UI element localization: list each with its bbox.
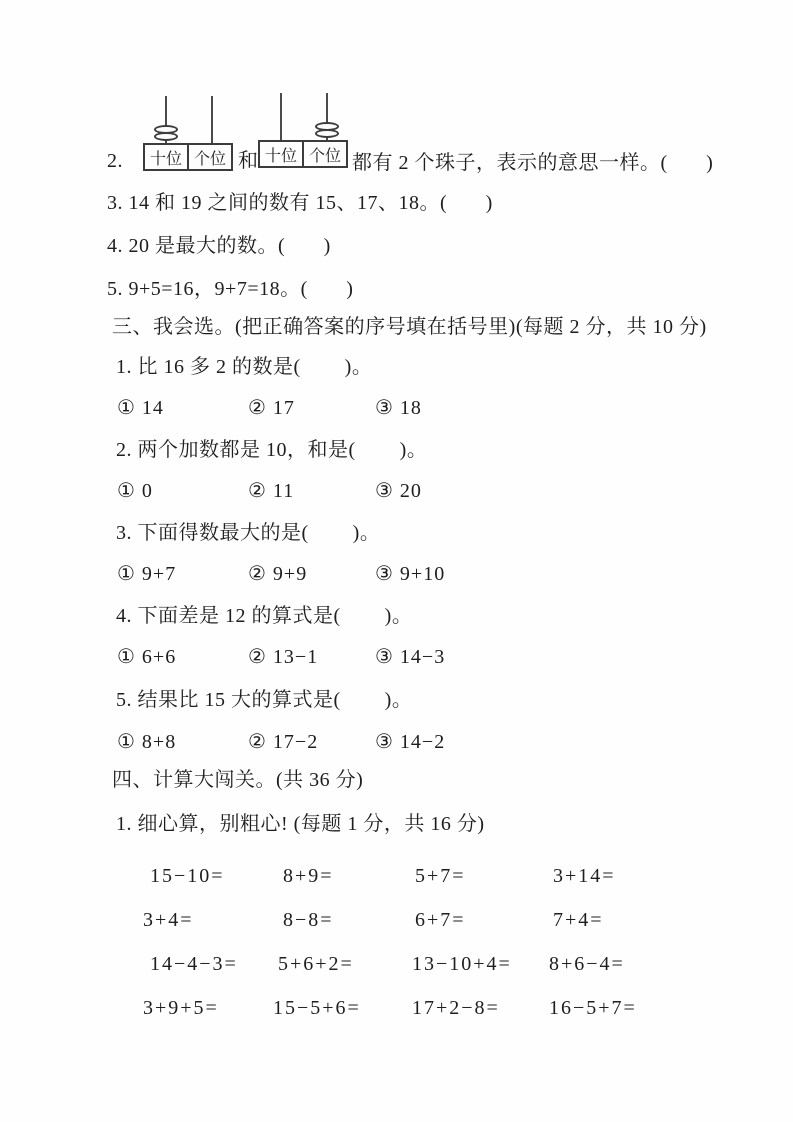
abacus-right-tens-rod [280, 93, 282, 140]
true-false-item-4: 4. 20 是最大的数。( ) [107, 235, 331, 257]
true-false-item-3: 3. 14 和 19 之间的数有 15、17、18。( ) [107, 192, 493, 214]
calc-cell-r1c4: 3+14= [553, 865, 616, 887]
calc-cell-r2c2: 8−8= [283, 909, 334, 931]
true-false-item-5: 5. 9+5=16，9+7=18。( ) [107, 278, 354, 300]
question-1-choice-2: ② 17 [248, 397, 295, 419]
question-3-choice-3: ③ 9+10 [375, 563, 446, 585]
abacus-bead [315, 129, 339, 138]
item-2-text: 都有 2 个珠子，表示的意思一样。( ) [352, 152, 714, 174]
ones-place-label: 个位 [187, 143, 233, 171]
question-2-choice-2: ② 11 [248, 480, 295, 502]
question-3-choice-1: ① 9+7 [117, 563, 177, 585]
abacus-right-ones-beads [315, 124, 339, 138]
question-4-choice-2: ② 13−1 [248, 646, 319, 668]
question-5-choice-1: ① 8+8 [117, 731, 177, 753]
calc-cell-r4c1: 3+9+5= [143, 997, 219, 1019]
calc-cell-r3c2: 5+6+2= [278, 953, 354, 975]
question-2-choice-3: ③ 20 [375, 480, 422, 502]
abacus-left [143, 96, 237, 172]
question-1-stem: 1. 比 16 多 2 的数是( )。 [116, 356, 373, 378]
place-value-box [258, 140, 348, 168]
tens-place-label: 十位 [258, 140, 304, 168]
section-four-instruction: 1. 细心算，别粗心! (每题 1 分，共 16 分) [116, 813, 485, 835]
place-value-box [143, 143, 233, 171]
connector-text: 和 [238, 150, 259, 172]
question-4-choice-3: ③ 14−3 [375, 646, 446, 668]
question-1-choice-3: ③ 18 [375, 397, 422, 419]
calc-cell-r1c3: 5+7= [415, 865, 466, 887]
section-three-heading: 三、我会选。(把正确答案的序号填在括号里)(每题 2 分，共 10 分) [112, 316, 707, 338]
calc-cell-r2c1: 3+4= [143, 909, 194, 931]
question-5-choice-3: ③ 14−2 [375, 731, 446, 753]
abacus-right [258, 93, 352, 169]
item-number-2: 2. [107, 150, 123, 172]
calc-cell-r3c4: 8+6−4= [549, 953, 625, 975]
calc-cell-r1c2: 8+9= [283, 865, 334, 887]
question-4-choice-1: ① 6+6 [117, 646, 177, 668]
calc-cell-r4c4: 16−5+7= [549, 997, 637, 1019]
abacus-bead [154, 132, 178, 141]
section-four-heading: 四、计算大闯关。(共 36 分) [112, 769, 364, 791]
ones-place-label: 个位 [302, 140, 348, 168]
calc-cell-r4c3: 17+2−8= [412, 997, 500, 1019]
question-5-stem: 5. 结果比 15 大的算式是( )。 [116, 689, 413, 711]
tens-place-label: 十位 [143, 143, 189, 171]
question-4-stem: 4. 下面差是 12 的算式是( )。 [116, 605, 413, 627]
calc-cell-r2c3: 6+7= [415, 909, 466, 931]
question-3-stem: 3. 下面得数最大的是( )。 [116, 522, 381, 544]
abacus-left-tens-beads [154, 127, 178, 141]
question-1-choice-1: ① 14 [117, 397, 164, 419]
question-2-stem: 2. 两个加数都是 10，和是( )。 [116, 439, 428, 461]
question-5-choice-2: ② 17−2 [248, 731, 319, 753]
calc-cell-r2c4: 7+4= [553, 909, 604, 931]
calc-cell-r3c3: 13−10+4= [412, 953, 512, 975]
calc-cell-r1c1: 15−10= [150, 865, 225, 887]
calc-cell-r3c1: 14−4−3= [150, 953, 238, 975]
abacus-left-ones-rod [211, 96, 213, 143]
calc-cell-r4c2: 15−5+6= [273, 997, 361, 1019]
question-3-choice-2: ② 9+9 [248, 563, 308, 585]
question-2-choice-1: ① 0 [117, 480, 153, 502]
